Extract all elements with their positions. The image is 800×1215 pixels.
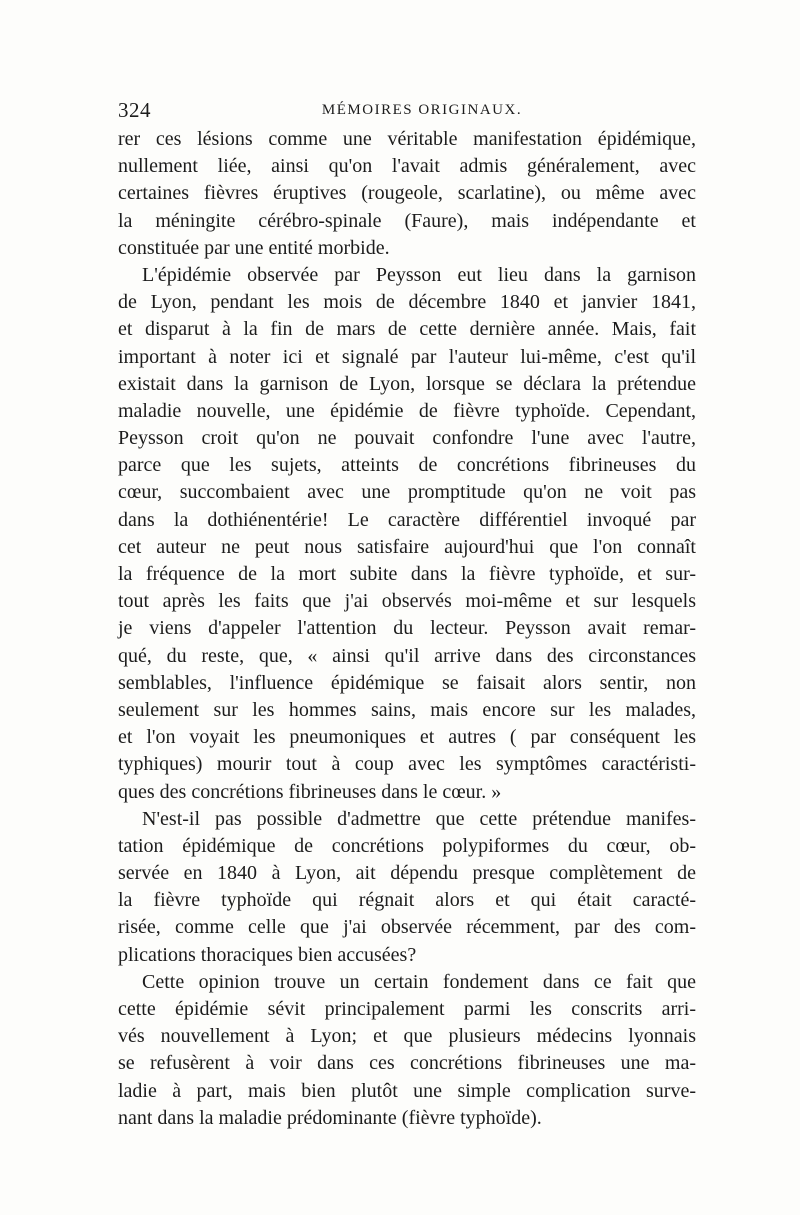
text-line: cet auteur ne peut nous satisfaire aujourd'hui que l'on connaît — [118, 535, 696, 558]
text-line: rer ces lésions comme une véritable manifestation épidémique, — [118, 128, 696, 150]
text-line: la méningite cérébro-spinale (Faure), mais indépendante et — [118, 209, 696, 232]
text-line: plications thoraciques bien accusées? — [118, 943, 417, 966]
text-line: maladie nouvelle, une épidémie de fièvre typhoïde. Cependant, — [118, 399, 696, 422]
page-number: 324 — [118, 98, 151, 122]
text-line: important à noter ici et signalé par l'auteur lui-même, c'est qu'il — [118, 345, 696, 368]
paragraph — [118, 969, 696, 1132]
text-line: dans la dothiénentérie! Le caractère différentiel invoqué par — [118, 508, 696, 531]
text-line: typhiques) mourir tout à coup avec les symptômes caractéristi- — [118, 753, 696, 776]
text-line: ques des concrétions fibrineuses dans le cœur. » — [118, 780, 502, 803]
text-line: N'est-il pas possible d'admettre que cette prétendue manifes- — [142, 807, 696, 830]
text-line: constituée par une entité morbide. — [118, 236, 390, 259]
text-line: la fréquence de la mort subite dans la fièvre typhoïde, et sur- — [118, 563, 696, 585]
text-line: existait dans la garnison de Lyon, lorsque se déclara la prétendue — [118, 372, 696, 395]
running-title: MÉMOIRES ORIGINAUX. — [321, 102, 523, 118]
text-line: et disparut à la fin de mars de cette dernière année. Mais, fait — [118, 318, 696, 341]
text-line: Cette opinion trouve un certain fondement dans ce fait que — [142, 970, 696, 993]
text-line: nant dans la maladie prédominante (fièvre typhoïde). — [118, 1106, 542, 1129]
page-header — [118, 98, 696, 126]
text-line: vés nouvellement à Lyon; et que plusieurs médecins lyonnais — [118, 1025, 696, 1048]
text-line: se refusèrent à voir dans ces concrétions fibrineuses une ma- — [118, 1052, 696, 1075]
text-line: seulement sur les hommes sains, mais encore sur les malades, — [118, 698, 696, 721]
text-line: servée en 1840 à Lyon, ait dépendu presque complètement de — [118, 862, 696, 885]
text-line: L'épidémie observée par Peysson eut lieu dans la garnison — [142, 263, 696, 286]
text-line: Peysson croit qu'on ne pouvait confondre l'une avec l'autre, — [118, 427, 696, 450]
text-line: tout après les faits que j'ai observés moi-même et sur lesquels — [118, 590, 696, 613]
body-text — [118, 126, 696, 1132]
text-line: la fièvre typhoïde qui régnait alors et qui était caracté- — [118, 889, 696, 912]
text-line: et l'on voyait les pneumoniques et autres ( par conséquent les — [118, 726, 696, 749]
paragraph — [118, 806, 696, 969]
text-line: qué, du reste, que, « ainsi qu'il arrive dans des circonstances — [118, 644, 696, 667]
text-line: de Lyon, pendant les mois de décembre 1840 et janvier 1841, — [118, 291, 696, 314]
text-line: risée, comme celle que j'ai observée récemment, par des com- — [118, 916, 696, 939]
text-line: je viens d'appeler l'attention du lecteur. Peysson avait remar- — [118, 617, 696, 640]
text-line: semblables, l'influence épidémique se faisait alors sentir, non — [118, 671, 696, 694]
paragraph — [118, 262, 696, 806]
text-line: tation épidémique de concrétions polypiformes du cœur, ob- — [118, 834, 696, 857]
text-line: cœur, succombaient avec une promptitude qu'on ne voit pas — [118, 481, 696, 504]
text-line: nullement liée, ainsi qu'on l'avait admis généralement, avec — [118, 155, 696, 178]
text-line: ladie à part, mais bien plutôt une simple complication surve- — [118, 1079, 696, 1102]
paragraph — [118, 126, 696, 262]
text-line: cette épidémie sévit principalement parmi les conscrits arri- — [118, 998, 696, 1020]
text-line: parce que les sujets, atteints de concrétions fibrineuses du — [118, 454, 696, 477]
text-line: certaines fièvres éruptives (rougeole, scarlatine), ou même avec — [118, 182, 696, 205]
